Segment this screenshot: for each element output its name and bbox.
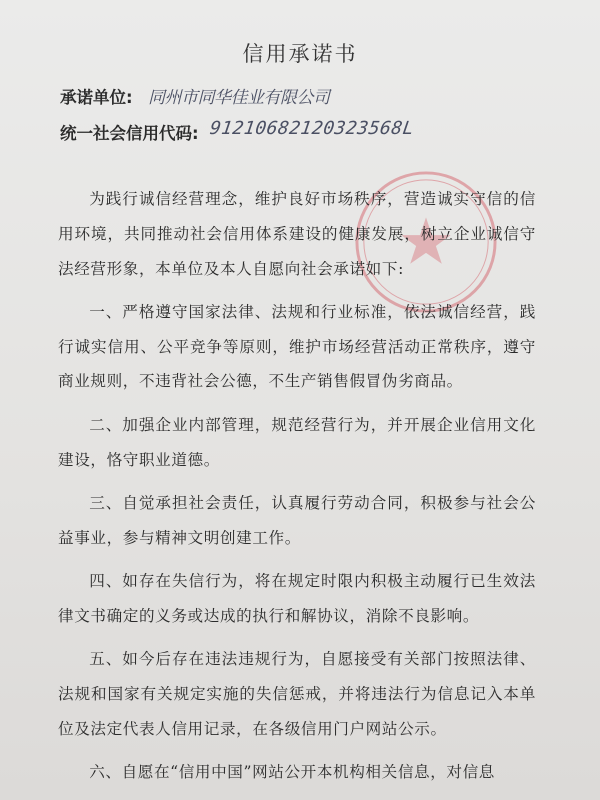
unit-label: 承诺单位: — [60, 88, 133, 107]
paragraph-3: 三、自觉承担社会责任，认真履行劳动合同，积极参与社会公益事业，参与精神文明创建工作。 — [58, 493, 536, 547]
paragraph-6: 六、自愿在“信用中国”网站公开本机构相关信息，对信息 — [89, 762, 495, 781]
paragraph-intro: 为践行诚信经营理念，维护良好市场秩序，营造诚实守信的信用环境，共同推动社会信用体系建设的健康发展，树立企业诚信守法经营形象，本单位及本人自愿向社会承诺如下: — [58, 190, 536, 278]
unit-handwritten-value: 同州市同华佳业有限公司 — [148, 88, 330, 108]
paragraph-4: 四、如存在失信行为，将在规定时限内积极主动履行已生效法律文书确定的义务或达成的执行和解协议，消除不良影响。 — [58, 571, 536, 625]
credit-code-handwritten-value: 91210682120323568L — [208, 118, 416, 139]
document-title: 信用承诺书 — [242, 42, 358, 66]
commitment-body — [58, 182, 536, 798]
paragraph-5: 五、如今后存在违法违规行为，自愿接受有关部门按照法律、法规和国家有关规定实施的失信惩戒，并将违法行为信息记入本单位及法定代表人信用记录，在各级信用门户网站公示。 — [58, 650, 536, 738]
paragraph-2: 二、加强企业内部管理，规范经营行为，并开展企业信用文化建设，恪守职业道德。 — [58, 415, 536, 469]
credit-code-label: 统一社会信用代码: — [60, 124, 199, 143]
paragraph-1: 一、严格遵守国家法律、法规和行业标准，依法诚信经营，践行诚实信用、公平竞争等原则，维护市场经营活动正常秩序，遵守商业规则，不违背社会公德，不生产销售假冒伪劣商品。 — [58, 302, 536, 391]
